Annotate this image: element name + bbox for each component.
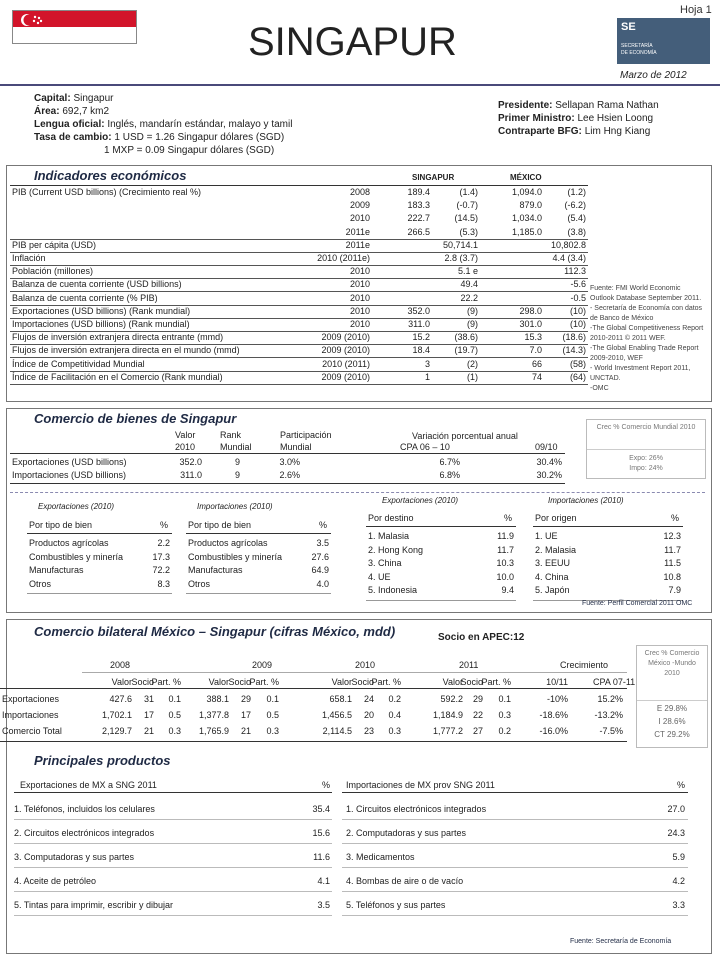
source-line: de Banco de México: [590, 315, 654, 322]
bilateral-value: 29: [240, 694, 251, 704]
indicator-year: 2010 (2011e): [317, 253, 370, 263]
bilateral-title: Comercio bilateral México – Singapur (cifras México, mdd): [34, 624, 396, 639]
source-line: 2010-2011 © 2011 WEF.: [590, 335, 666, 342]
subtable-item: 1. UE: [535, 531, 558, 541]
mx-value: 301.0: [519, 319, 542, 329]
mx-value: 1,094.0: [511, 187, 542, 197]
mx-extra: (64): [569, 371, 586, 382]
bilateral-value: 1,765.9: [198, 726, 229, 736]
comercio-label: Exportaciones (USD billions): [12, 457, 127, 467]
indicator-label: Flujos de inversión extranjera directa en el mundo (mmd): [12, 345, 240, 356]
sub-header: Valor: [331, 677, 352, 687]
sg-extra: (14.5): [454, 213, 478, 224]
bilateral-value: 2,114.5: [322, 726, 352, 736]
mx-value: 1,185.0: [511, 226, 542, 237]
bilateral-value: 0.3: [498, 710, 511, 720]
imp-pct-header: %: [676, 780, 685, 790]
source-line: - World Investment Report 2011,: [590, 365, 691, 372]
indicator-year: 2010: [349, 305, 370, 316]
subtable-value: 4.0: [316, 578, 329, 589]
bilateral-label: Exportaciones: [2, 694, 60, 704]
bilateral-value: -7.5%: [599, 726, 623, 736]
source-line: -OMC: [590, 385, 609, 392]
exp-product-pct: 15.6: [312, 828, 330, 838]
subtable-value: 8.3: [157, 578, 170, 589]
subtable-item: 2. Hong Kong: [368, 544, 424, 555]
subtable-value: 10.3: [496, 558, 514, 568]
sub-header: Part. %: [151, 677, 181, 687]
sg-extra: (9): [467, 319, 478, 329]
sg-extra: (19.7): [454, 345, 478, 356]
h-cpa: CPA 06 – 10: [400, 442, 450, 452]
imp-product-pct: 5.9: [672, 852, 685, 862]
report-date: Marzo de 2012: [620, 70, 687, 81]
h-var: Variación porcentual anual: [412, 431, 518, 441]
indicator-year: 2011e: [345, 239, 370, 250]
year-header: 2010: [355, 660, 376, 670]
indicator-label: Balanza de cuenta corriente (USD billions): [12, 279, 182, 290]
page-number: Hoja 1: [680, 4, 712, 16]
comercio-source: Fuente: Perfil Comercial 2011 OMC: [582, 600, 693, 607]
sg-value: 189.4: [407, 187, 430, 197]
sg-value: 5.1 e: [457, 266, 478, 277]
sub-header: CPA 07-11: [593, 677, 636, 687]
year-header: 2011: [459, 660, 479, 670]
mx-extra: (58): [569, 358, 586, 369]
comercio-0910: 30.4%: [536, 457, 562, 467]
mx-value: 66: [531, 358, 542, 369]
sg-value: 2.8 (3.7): [444, 253, 478, 263]
comercio-rank: 9: [234, 457, 240, 467]
indicator-year: 2008: [349, 187, 370, 197]
subtable-value: 11.7: [497, 544, 514, 555]
sg-value: 3: [424, 358, 430, 369]
sub-header: 10/11: [546, 677, 568, 687]
subtable-value: 2.2: [157, 538, 170, 548]
subtable-item: 4. UE: [368, 571, 391, 582]
indicator-year: 2010 (2011): [322, 358, 370, 369]
productos-source: Fuente: Secretaría de Economía: [570, 938, 672, 945]
comercio-rank: 9: [234, 470, 240, 480]
imp-header: Importaciones de MX prov SNG 2011: [346, 780, 495, 790]
subtable-header: Por origen: [535, 513, 577, 523]
subtable-value: 7.9: [668, 585, 681, 595]
subtable-item: 4. China: [535, 571, 569, 582]
h-valor: Valor: [175, 430, 196, 440]
indicator-year: 2010: [349, 279, 370, 290]
mx-value: 879.0: [519, 200, 542, 211]
year-header: 2008: [110, 660, 131, 670]
sg-value: 15.2: [412, 332, 430, 343]
h-mundial: Mundial: [220, 442, 252, 452]
indicator-label: PIB per cápita (USD): [12, 239, 97, 250]
bilateral-value: 29: [472, 694, 483, 704]
subtable-header: Por tipo de bien: [188, 520, 252, 530]
imp-product-pct: 3.3: [672, 900, 685, 910]
mx-extra: (10): [569, 305, 586, 316]
bilateral-value: 31: [143, 694, 154, 704]
exp-product-pct: 3.5: [317, 900, 330, 910]
bilateral-value: -10%: [546, 694, 568, 704]
crec-mexico-box: Crec % Comercio México -Mundo 2010 E 29.8% I 28.6% CT 29.2%: [636, 645, 708, 748]
mx-value: 15.3: [524, 332, 542, 343]
indicator-label: Índice de Facilitación en el Comercio (Rank mundial): [12, 371, 223, 382]
exp-product: 1. Teléfonos, incluidos los celulares: [14, 804, 155, 814]
bilateral-value: -13.2%: [594, 710, 623, 720]
bilateral-value: 15.2%: [597, 694, 623, 704]
subtable-item: Productos agrícolas: [188, 538, 268, 548]
mx-value: 10,802.8: [550, 239, 586, 250]
bilateral-value: 0.2: [388, 694, 401, 704]
h-partm: Mundial: [280, 442, 312, 452]
bilateral-value: 0.1: [266, 694, 279, 704]
indicator-label: Inflación: [12, 253, 46, 263]
sub-header: Socio: [228, 677, 251, 687]
sub-header: Part. %: [371, 677, 401, 687]
subtable-item: Productos agrícolas: [29, 538, 109, 548]
exp-product: 2. Circuitos electrónicos integrados: [14, 828, 155, 838]
subtable-item: 3. EEUU: [535, 558, 571, 568]
source-line: 2009-2010, WEF: [590, 355, 643, 362]
imp-product: 5. Teléfonos y sus partes: [346, 900, 446, 910]
subtable-header: %: [670, 513, 679, 523]
singapore-flag: [12, 10, 137, 44]
sg-extra: (2): [467, 358, 478, 369]
subtable-value: 3.5: [316, 538, 329, 548]
subtable-caption: Exportaciones (2010): [382, 496, 459, 505]
mx-value: 7.0: [529, 345, 542, 356]
sg-extra: (38.6): [454, 332, 478, 343]
comercio-part: 3.0%: [279, 457, 300, 467]
source-line: UNCTAD.: [590, 375, 621, 382]
source-line: -The Global Competitiveness Report: [590, 325, 704, 332]
subtable-item: 5. Japón: [535, 585, 570, 595]
mx-extra: (14.3): [562, 345, 586, 356]
bilateral-value: 2,129.7: [101, 726, 132, 736]
subtable-header: Por destino: [368, 513, 414, 523]
indicator-label: PIB (Current USD billions) (Crecimiento real %): [12, 187, 202, 197]
indicadores-sources: [590, 284, 703, 394]
comercio-part: 2.6%: [279, 470, 300, 480]
bilateral-value: 1,702.1: [101, 710, 132, 720]
imp-product: 4. Bombas de aire o de vacío: [346, 876, 464, 886]
exp-product: 3. Computadoras y sus partes: [14, 852, 135, 862]
subtable-caption: Exportaciones (2010): [38, 502, 115, 511]
indicator-year: 2011e: [345, 226, 370, 237]
subtable-value: 11.7: [664, 544, 681, 555]
exp-pct-header: %: [321, 780, 330, 790]
mx-extra: (-6.2): [564, 200, 586, 211]
comercio-cpa: 6.7%: [439, 457, 460, 467]
sg-value: 183.3: [407, 200, 430, 211]
bilateral-value: 427.6: [109, 694, 132, 704]
subtable-value: 11.9: [497, 531, 514, 541]
bilateral-value: 21: [240, 726, 251, 736]
sg-value: 352.0: [407, 305, 430, 316]
crescent-stars-icon: [19, 13, 49, 27]
indicator-year: 2009 (2010): [321, 332, 370, 343]
sub-header: Part. %: [481, 677, 511, 687]
bilateral-value: 21: [143, 726, 154, 736]
year-header: 2009: [252, 660, 273, 670]
bilateral-value: 0.3: [388, 726, 401, 736]
comercio-0910: 30.2%: [536, 470, 562, 480]
bilateral-value: 388.1: [206, 694, 229, 704]
indicator-label: Balanza de cuenta corriente (% PIB): [12, 292, 158, 303]
mx-extra: (10): [569, 319, 586, 329]
h-2010: 2010: [175, 442, 196, 452]
subtable-value: 9.4: [501, 585, 514, 595]
indicator-label: Flujos de inversión extranjera directa entrante (mmd): [12, 332, 224, 343]
h-0910: 09/10: [535, 442, 558, 452]
subtable-item: Manufacturas: [29, 565, 84, 575]
indicator-label: Importaciones (USD billions) (Rank mundial): [12, 319, 190, 329]
subtable-item: 1. Malasia: [368, 531, 410, 541]
indicator-label: Exportaciones (USD billions) (Rank mundial): [12, 305, 191, 316]
imp-product-pct: 24.3: [667, 828, 685, 838]
comercio-valor: 352.0: [179, 457, 202, 467]
subtable-item: 3. China: [368, 558, 402, 568]
indicator-year: 2010: [349, 213, 370, 224]
sg-value: 266.5: [407, 226, 430, 237]
subtable-item: Combustibles y minería: [188, 551, 283, 562]
sg-value: 18.4: [412, 345, 430, 356]
exp-product-pct: 4.1: [317, 876, 330, 886]
sg-extra: (-0.7): [456, 200, 478, 211]
subtable-value: 27.6: [311, 551, 329, 562]
mx-value: 298.0: [519, 305, 542, 316]
bilateral-value: 0.3: [266, 726, 279, 736]
country-info: Capital: Singapur Área: 692,7 km2 Lengua oficial: Inglés, mandarín estándar, malayo y tamil Tasa de cambio: 1 USD = 1.26 Singapur dólares (SGD) 1 MXP = 0.09 Singapur dólares (SGD): [34, 93, 293, 156]
sg-extra: (5.3): [459, 226, 478, 237]
mx-extra: (18.6): [562, 332, 586, 343]
exp-product: 4. Aceite de petróleo: [14, 876, 97, 886]
indicator-year: 2010: [349, 319, 370, 329]
bilateral-value: 22: [472, 710, 483, 720]
bilateral-value: 0.1: [168, 694, 181, 704]
bilateral-value: -18.6%: [539, 710, 568, 720]
subtable-item: 5. Indonesia: [368, 585, 418, 595]
imp-product: 3. Medicamentos: [346, 852, 415, 862]
bilateral-value: 1,456.5: [321, 710, 352, 720]
bilateral-value: 20: [363, 710, 374, 720]
mx-extra: (1.2): [567, 187, 586, 197]
indicadores-title: Indicadores económicos: [34, 168, 187, 183]
sg-extra: (9): [467, 305, 478, 316]
source-line: Outlook Database September 2011.: [590, 295, 702, 302]
bilateral-value: 658.1: [329, 694, 352, 704]
imp-product-pct: 4.2: [672, 876, 685, 886]
indicator-year: 2010: [349, 266, 370, 277]
sg-value: 222.7: [407, 213, 430, 224]
sg-value: 22.2: [460, 292, 478, 303]
bilateral-value: 592.2: [440, 694, 463, 704]
source-line: - Secretaría de Economía con datos: [590, 305, 703, 312]
exp-product-pct: 11.6: [313, 852, 330, 862]
year-header: Crecimiento: [560, 660, 609, 670]
comercio-valor: 311.0: [180, 470, 202, 480]
subtable-header: %: [318, 520, 327, 530]
sg-value: 1: [424, 371, 430, 382]
bilateral-value: 0.5: [168, 710, 181, 720]
mx-extra: (5.4): [567, 213, 586, 224]
source-line: Fuente: FMI World Economic: [590, 285, 681, 292]
imp-product-pct: 27.0: [667, 804, 685, 814]
government-info: Presidente: Sellapan Rama Nathan Primer Ministro: Lee Hsien Loong Contraparte BFG: Lim Hng Kiang: [498, 100, 659, 137]
mx-value: 1,034.0: [511, 213, 542, 224]
subtable-value: 10.0: [496, 571, 514, 582]
subtable-item: Combustibles y minería: [29, 551, 124, 562]
bilateral-label: Importaciones: [2, 710, 59, 720]
sub-header: Part. %: [249, 677, 279, 687]
subtable-header: Por tipo de bien: [29, 520, 93, 530]
mx-value: 4.4 (3.4): [552, 253, 586, 263]
bilateral-value: 0.4: [388, 710, 401, 720]
col-mexico: MÉXICO: [510, 173, 542, 182]
comercio-cpa: 6.8%: [439, 470, 460, 480]
comercio-title: Comercio de bienes de Singapur: [34, 411, 237, 426]
mx-value: -5.6: [570, 279, 586, 290]
bilateral-value: 0.3: [168, 726, 181, 736]
subtable-item: 2. Malasia: [535, 544, 577, 555]
subtable-item: Otros: [29, 578, 52, 589]
indicator-label: Población (millones): [12, 266, 94, 277]
bilateral-value: 24: [363, 694, 374, 704]
subtable-item: Otros: [188, 578, 211, 589]
subtable-value: 10.8: [663, 571, 681, 582]
sub-header: Socio: [351, 677, 374, 687]
sub-header: Socio: [460, 677, 483, 687]
indicator-label: Índice de Competitividad Mundial: [12, 358, 145, 369]
subtable-caption: Importaciones (2010): [548, 496, 624, 505]
bilateral-value: 0.2: [498, 726, 511, 736]
exp-product: 5. Tintas para imprimir, escribir y dibujar: [14, 900, 174, 910]
bilateral-value: 17: [240, 710, 251, 720]
bilateral-value: 1,377.8: [198, 710, 229, 720]
exp-header: Exportaciones de MX a SNG 2011: [20, 780, 157, 790]
sub-header: Socio: [131, 677, 154, 687]
indicator-year: 2009: [349, 200, 370, 211]
bilateral-value: 0.5: [266, 710, 279, 720]
bilateral-value: 27: [472, 726, 483, 736]
exp-product-pct: 35.4: [312, 804, 330, 814]
bilateral-value: 1,184.9: [432, 710, 463, 720]
sg-extra: (1): [467, 371, 478, 382]
indicator-year: 2010: [349, 292, 370, 303]
sg-value: 50,714.1: [442, 239, 478, 250]
apec-rank: Socio en APEC:12: [438, 632, 525, 643]
subtable-caption: Importaciones (2010): [197, 502, 273, 511]
sg-extra: (1.4): [459, 187, 478, 197]
subtable-value: 64.9: [311, 565, 329, 575]
h-part: Participación: [280, 430, 332, 440]
subtable-header: %: [503, 513, 512, 523]
indicator-year: 2009 (2010): [321, 345, 370, 356]
subtable-value: 12.3: [663, 531, 681, 541]
mx-value: -0.5: [570, 292, 586, 303]
mx-extra: (3.8): [567, 226, 586, 237]
bilateral-value: 0.1: [498, 694, 511, 704]
productos-title: Principales productos: [34, 753, 171, 768]
sg-value: 49.4: [460, 279, 478, 290]
sg-value: 311.0: [408, 319, 430, 329]
imp-product: 1. Circuitos electrónicos integrados: [346, 804, 487, 814]
comercio-label: Importaciones (USD billions): [12, 470, 127, 480]
sub-header: Valor: [442, 677, 463, 687]
mx-value: 74: [531, 371, 542, 382]
source-line: -The Global Enabling Trade Report: [590, 345, 699, 352]
bilateral-value: -16.0%: [539, 726, 568, 736]
bilateral-value: 1,777.2: [432, 726, 463, 736]
crec-mundial-box: Crec % Comercio Mundial 2010 Expo: 26% Impo: 24%: [586, 419, 706, 479]
bilateral-value: 23: [363, 726, 374, 736]
bilateral-value: 17: [143, 710, 154, 720]
imp-product: 2. Computadoras y sus partes: [346, 828, 467, 838]
subtable-header: %: [159, 520, 168, 530]
mx-value: 112.3: [564, 266, 586, 277]
sub-header: Valor: [208, 677, 229, 687]
bilateral-label: Comercio Total: [2, 726, 62, 736]
subtable-value: 72.2: [152, 565, 170, 575]
page-title: SINGAPUR: [248, 20, 457, 64]
col-singapur: SINGAPUR: [412, 173, 455, 182]
indicator-year: 2009 (2010): [321, 371, 370, 382]
subtable-item: Manufacturas: [188, 565, 243, 575]
se-logo: SE SECRETARÍA DE ECONOMÍA: [617, 18, 710, 64]
subtable-value: 11.5: [664, 558, 681, 568]
subtable-value: 17.3: [152, 551, 170, 562]
sub-header: Valor: [111, 677, 132, 687]
h-rank: Rank: [220, 430, 242, 440]
